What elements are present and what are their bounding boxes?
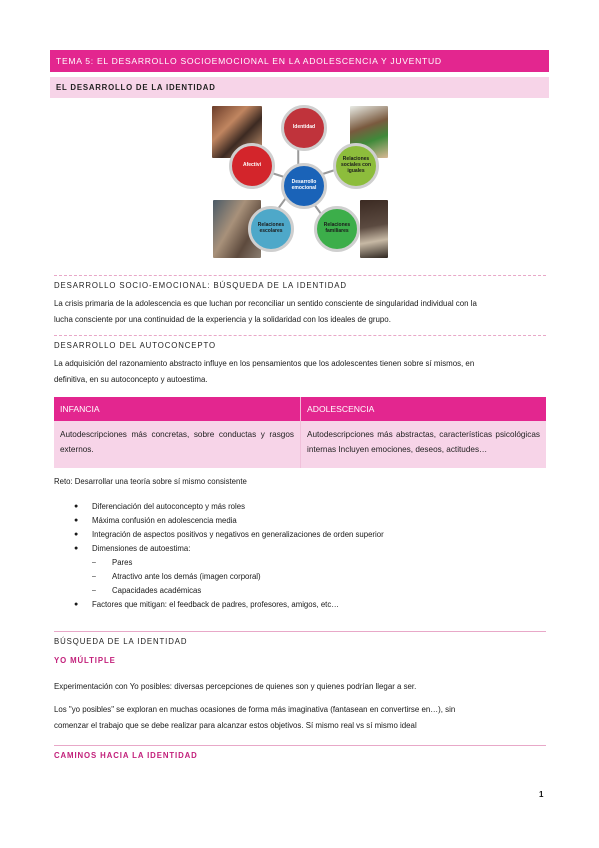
text-line: comenzar el trabajo que se debe realizar para alcanzar estos objetivos. Sí mismo real vs sí mismo ideal [54,721,417,730]
text-line: Los "yo posibles" se exploran en muchas ocasiones de forma más imaginativa (fantasean en convertirse en…), sin [54,705,456,714]
node-relaciones-familiares [314,206,360,252]
list-item-text: Integración de aspectos positivos y negativos en generalizaciones de orden superior [92,530,384,539]
list-item [74,500,384,514]
node-iguales-label: Relaciones sociales con iguales [340,156,371,174]
section-heading-caminos: CAMINOS HACIA LA IDENTIDAD [54,751,198,760]
node-afectividad [229,143,275,189]
table-header-infancia: INFANCIA [54,397,300,421]
section-text-experimentacion: Experimentación con Yo posibles: diversas percepciones de quienes son y quienes podrían llegar a ser. [54,682,417,691]
list-item-text: Factores que mitigan: el feedback de padres, profesores, amigos, etc… [92,600,340,609]
dash-icon: – [92,587,96,594]
dash-icon: – [92,559,96,566]
bullet-icon: ● [74,503,79,510]
list-item-text: Máxima confusión en adolescencia media [92,516,237,525]
node-escolares-label: Relaciones escolares [257,222,285,234]
photo-chalkboard [360,200,388,258]
list-item [74,528,384,542]
text-line: lucha consciente por una continuidad de la experiencia y la solidaridad con los ideales de grupo. [54,315,391,324]
bullet-list [74,500,384,612]
divider [54,631,546,632]
list-subitem [74,584,384,598]
text-line: La crisis primaria de la adolescencia es que luchan por reconciliar un sentido consciente de singularidad individual con la [54,299,477,308]
list-item-text: Diferenciación del autoconcepto y más roles [92,502,245,511]
node-afectividad-label: Afectivi [242,162,262,169]
list-item [74,514,384,528]
list-subitem [74,556,384,570]
list-item-text: Atractivo ante los demás (imagen corporal) [112,572,261,581]
section-text-yo-posibles [54,702,546,734]
node-center-label: Desarrollo emocional [291,179,317,191]
page-number: 1 [539,790,544,799]
list-item-text: Dimensiones de autoestima: [92,544,191,553]
table-cell-adolescencia: Autodescripciones más abstractas, características psicológicas internas Incluyen emociones, deseos, actitudes… [300,421,546,468]
subheading-yo-multiple: YO MÚLTIPLE [54,656,116,665]
list-item [74,542,384,556]
dash-icon: – [92,573,96,580]
node-relaciones-escolares [248,206,294,252]
node-relaciones-iguales [333,143,379,189]
text-line: La adquisición del razonamiento abstracto influye en los pensamientos que los adolescentes tienen sobre sí mismos, en [54,359,475,368]
reto-text: Reto: Desarrollar una teoría sobre sí mismo consistente [54,477,247,486]
divider [54,745,546,746]
chapter-title-banner: TEMA 5: EL DESARROLLO SOCIOEMOCIONAL EN LA ADOLESCENCIA Y JUVENTUD [50,50,549,72]
bullet-icon: ● [74,531,79,538]
table-cell-infancia: Autodescripciones más concretas, sobre conductas y rasgos externos. [54,421,300,468]
section-text-razonamiento [54,356,546,388]
section-heading-busqueda: DESARROLLO SOCIO-EMOCIONAL: BÚSQUEDA DE LA IDENTIDAD [54,281,347,290]
node-familiares-label: Relaciones familiares [323,222,351,234]
list-item [74,598,384,612]
text-line: definitiva, en su autoconcepto y autoestima. [54,375,208,384]
bullet-icon: ● [74,601,79,608]
bullet-icon: ● [74,545,79,552]
list-item-text: Capacidades académicas [112,586,202,595]
node-center [281,163,327,209]
list-subitem [74,570,384,584]
section-heading-busqueda-identidad: BÚSQUEDA DE LA IDENTIDAD [54,637,188,646]
divider [54,335,546,336]
divider [54,275,546,276]
node-identidad [281,105,327,151]
bullet-icon: ● [74,517,79,524]
section-title-banner: EL DESARROLLO DE LA IDENTIDAD [50,77,549,98]
node-identidad-label: Identidad [292,124,316,131]
emotional-development-diagram [210,103,390,263]
section-heading-autoconcepto: DESARROLLO DEL AUTOCONCEPTO [54,341,216,350]
table-header-adolescencia: ADOLESCENCIA [300,397,546,421]
list-item-text: Pares [112,558,133,567]
section-text-crisis [54,296,546,328]
